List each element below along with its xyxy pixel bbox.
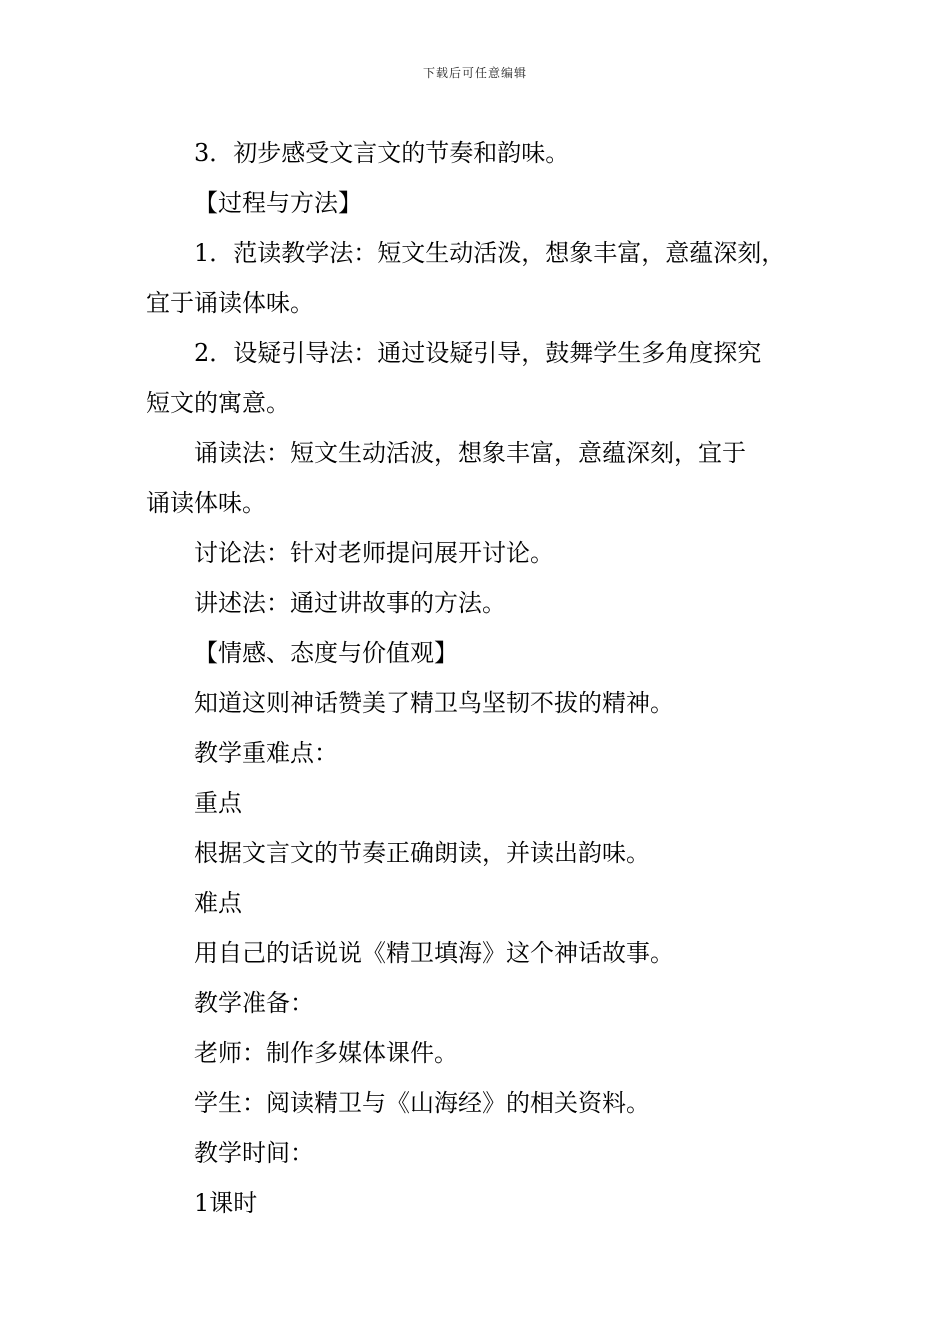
paragraph-line: 讲述法：通过讲故事的方法。 <box>194 589 506 617</box>
page-header: 下载后可任意编辑 <box>422 66 527 80</box>
document-body <box>146 128 836 1228</box>
paragraph-line: 难点 <box>194 889 242 917</box>
paragraph-line: 短文的寓意。 <box>146 389 290 417</box>
section-heading: 【情感、态度与价值观】 <box>194 639 458 667</box>
paragraph-line: 1．范读教学法：短文生动活泼，想象丰富，意蕴深刻， <box>194 239 786 267</box>
paragraph-line: 诵读法：短文生动活波，想象丰富，意蕴深刻，宜于 <box>194 439 746 467</box>
paragraph-line: 讨论法：针对老师提问展开讨论。 <box>194 539 554 567</box>
paragraph-line: 知道这则神话赞美了精卫鸟坚韧不拔的精神。 <box>194 689 674 717</box>
paragraph-line: 教学准备： <box>194 989 314 1017</box>
paragraph-line: 用自己的话说说《精卫填海》这个神话故事。 <box>194 939 674 967</box>
paragraph-line: 诵读体味。 <box>146 489 266 517</box>
paragraph-line: 1课时 <box>194 1189 258 1217</box>
paragraph-line: 重点 <box>194 789 242 817</box>
paragraph-line: 学生：阅读精卫与《山海经》的相关资料。 <box>194 1089 650 1117</box>
paragraph-line: 教学重难点： <box>194 739 338 767</box>
paragraph-line: 宜于诵读体味。 <box>146 289 314 317</box>
section-heading: 【过程与方法】 <box>194 189 362 217</box>
paragraph-line: 教学时间： <box>194 1139 314 1167</box>
paragraph-line: 3．初步感受文言文的节奏和韵味。 <box>194 139 570 167</box>
paragraph-line: 2．设疑引导法：通过设疑引导，鼓舞学生多角度探究 <box>194 339 762 367</box>
paragraph-line: 老师：制作多媒体课件。 <box>194 1039 458 1067</box>
paragraph-line: 根据文言文的节奏正确朗读，并读出韵味。 <box>194 839 650 867</box>
